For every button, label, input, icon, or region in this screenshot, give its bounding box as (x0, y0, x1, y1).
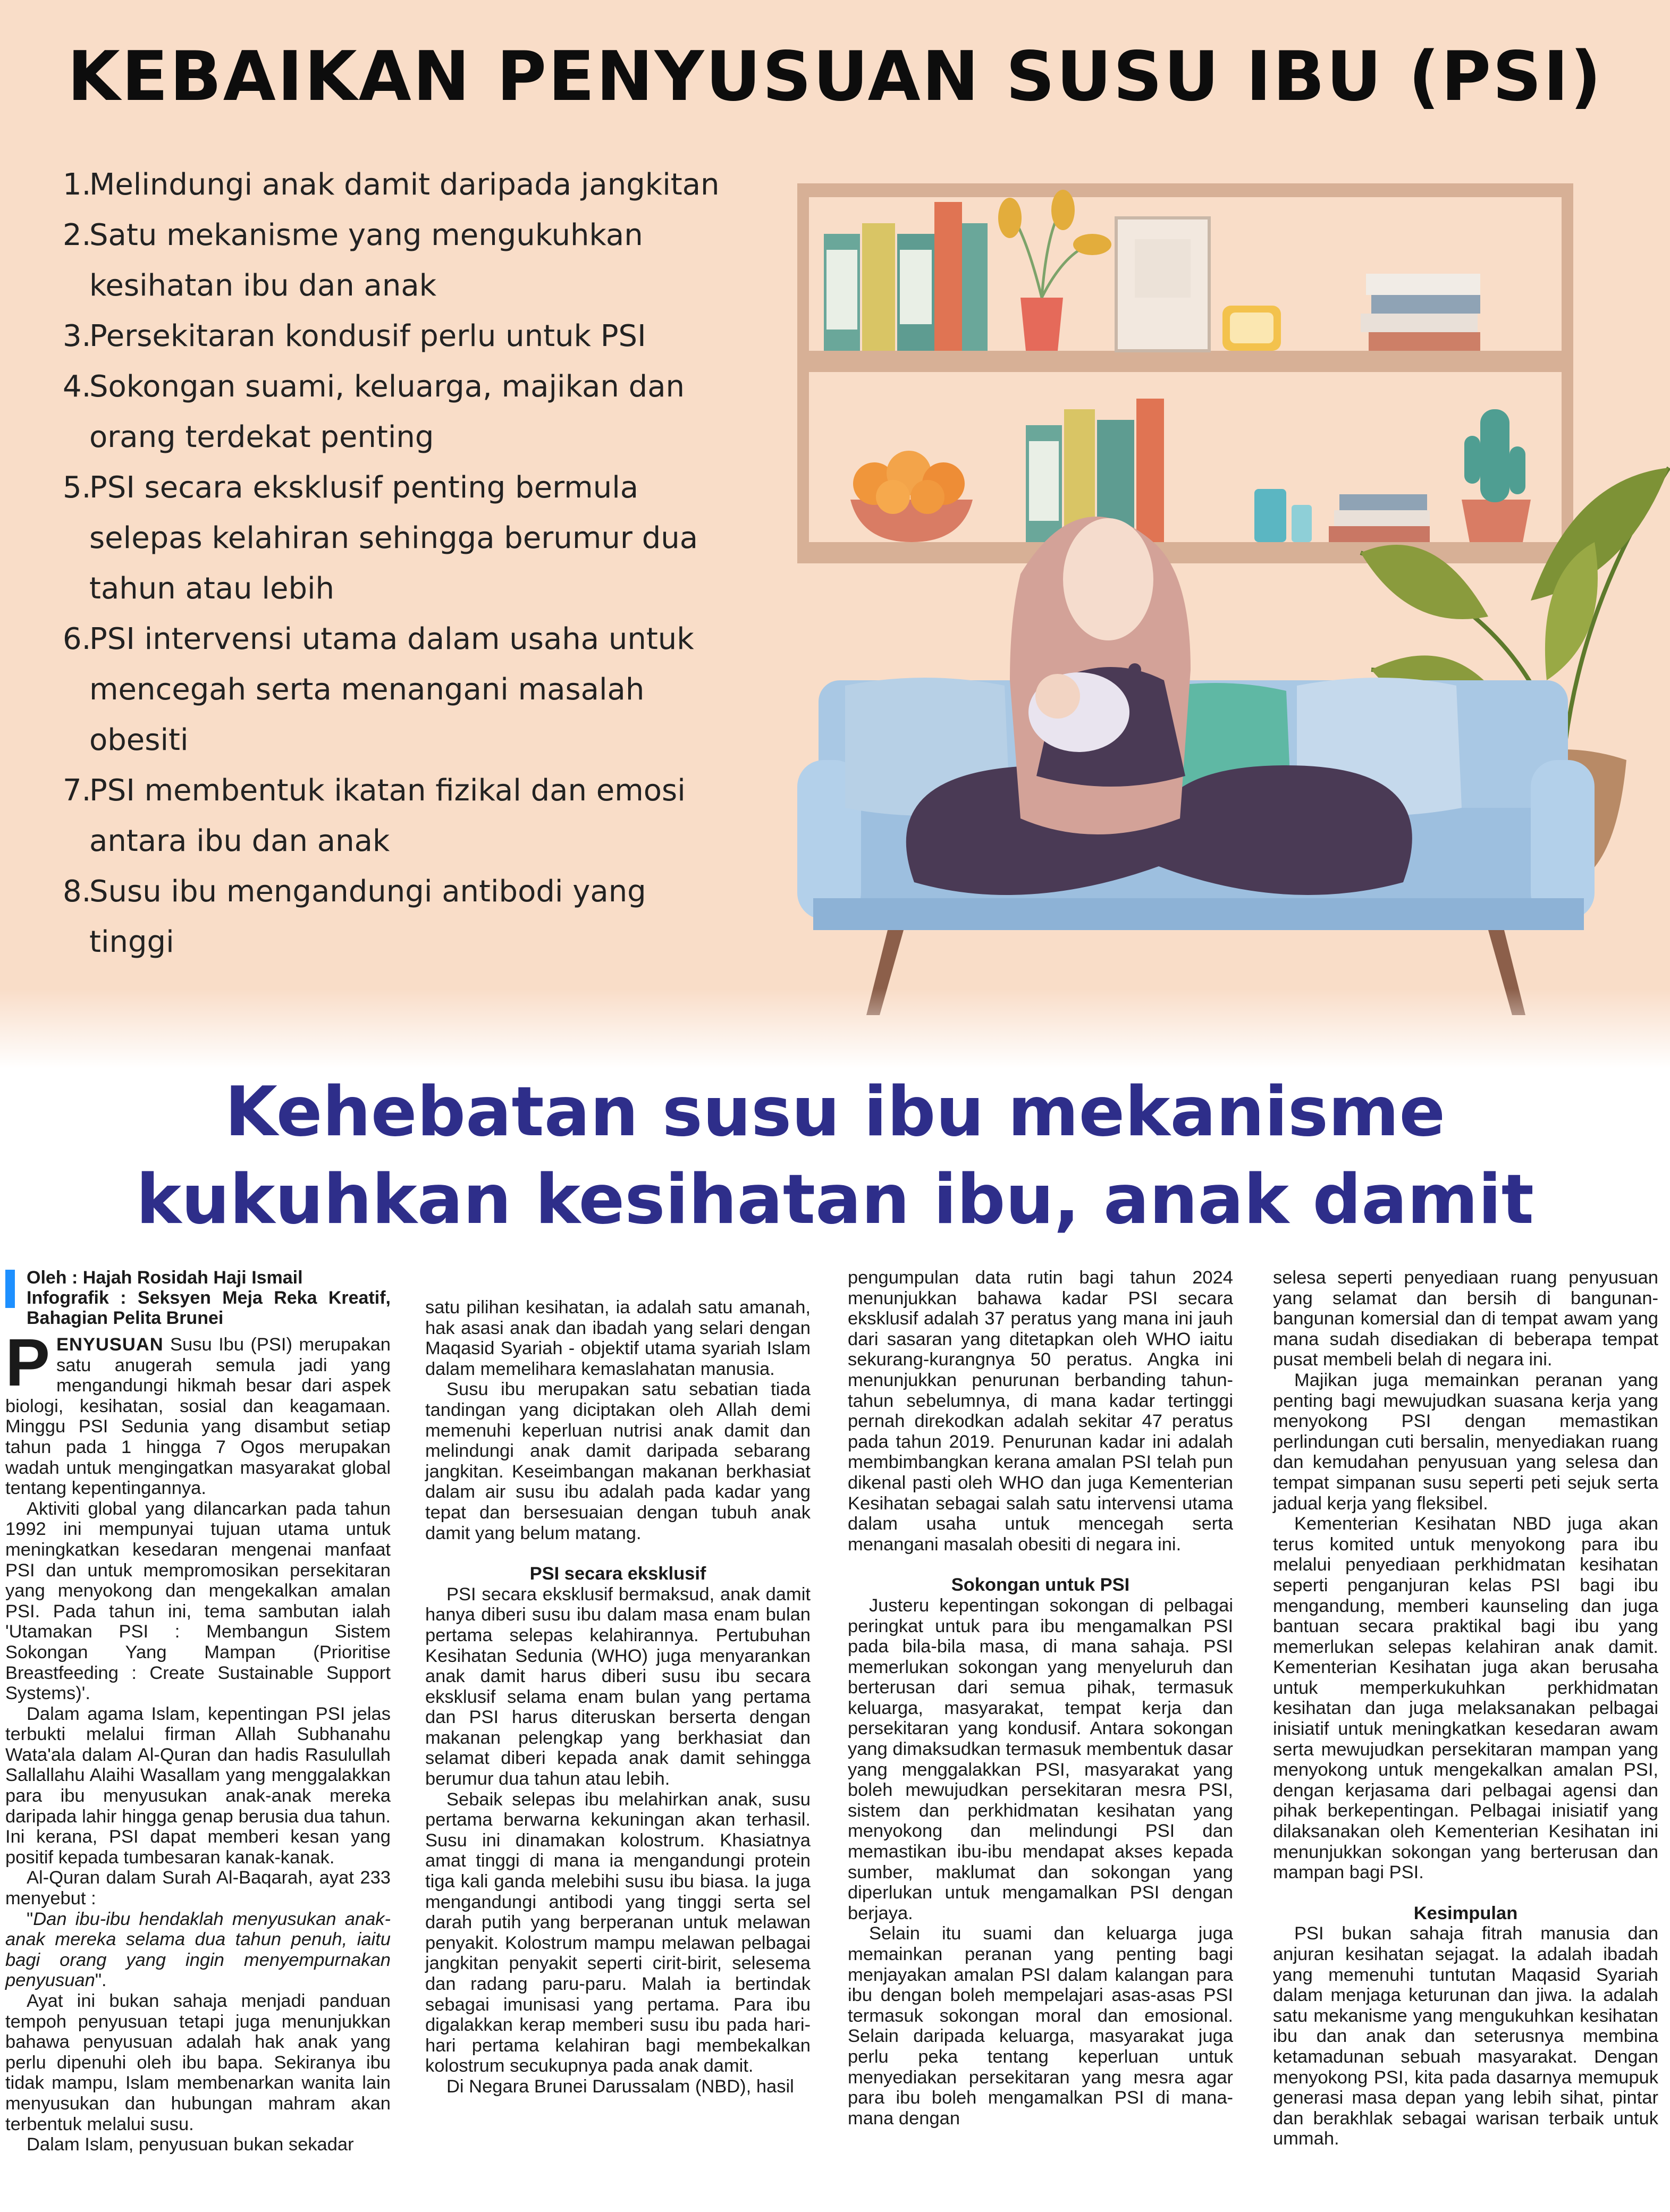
article-body (0, 1268, 1670, 2212)
benefit-number: 8. (63, 874, 91, 909)
headline-backdrop (0, 989, 1670, 1068)
benefit-text-line: PSI intervensi utama dalam usaha untuk (89, 622, 694, 656)
paragraph: Majikan juga memainkan peranan yang penting bagi mewujudkan suasana kerja yang menyokong PSI dengan memastikan perlindungan cuti bersalin, menyediakan ruang dan kemudahan penyusuan yang selesa dan tempat simpanan susu seperti peti sejuk serta jadual kerja yang fleksibel. (1273, 1370, 1658, 1514)
benefit-text-line: selepas kelahiran sehingga berumur dua (89, 521, 698, 555)
article-column-3 (848, 1268, 1233, 2129)
benefit-number: 5. (63, 470, 91, 505)
benefit-number: 6. (63, 622, 91, 656)
paragraph: satu pilihan kesihatan, ia adalah satu amanah, hak asasi anak dan ibadah yang selari dengan Maqasid Syariah - objektif utama syariah Islam dalam memelihara kemaslahatan manusia. (425, 1297, 811, 1379)
benefit-item (63, 614, 754, 765)
paragraph: Susu ibu merupakan satu sebatian tiada tandingan yang diciptakan oleh Allah demi memenuhi keperluan nutrisi anak damit dan melindungi anak damit daripada sebarang jangkitan. Keseimbangan makanan berkhasiat dalam air susu ibu adalah pada kadar yang tepat dan bersesuaian dengan tubuh anak damit yang belum matang. (425, 1379, 811, 1543)
mother-breastfeeding-illustration (691, 159, 1670, 1068)
benefit-text-line: tahun atau lebih (89, 571, 335, 606)
byline-accent-bar (5, 1270, 15, 1308)
bookshelf (797, 183, 1573, 563)
benefit-item (63, 159, 754, 210)
paragraph: Ayat ini bukan sahaja menjadi panduan tempoh penyusuan tetapi juga menunjukkan bahawa penyusuan adalah hak anak yang perlu dipenuhi oleh ibu bapa. Sekiranya ibu tidak mampu, Islam membenarkan wanita lain menyusukan dan hubungan mahram akan terbentuk melalui susu. (5, 1991, 391, 2134)
benefit-text-line: kesihatan ibu dan anak (89, 268, 437, 303)
infographic-title: KEBAIKAN PENYUSUAN SUSU IBU (PSI) (67, 37, 1603, 116)
quote-text: Dan ibu-ibu hendaklah menyusukan anak-anak mereka selama dua tahun penuh, iaitu bagi orang yang ingin menyempurnakan penyusuan (5, 1909, 391, 1991)
benefit-number: 3. (63, 319, 91, 353)
article-column-2 (425, 1297, 811, 2097)
benefit-text-line: Persekitaran kondusif perlu untuk PSI (89, 319, 646, 353)
paragraph: Dalam Islam, penyusuan bukan sekadar (27, 2134, 354, 2155)
benefit-text-line: mencegah serta menangani masalah (89, 672, 645, 707)
benefit-item (63, 765, 754, 866)
benefit-number: 7. (63, 773, 91, 808)
benefit-text-line: PSI secara eksklusif penting bermula (89, 470, 639, 505)
paragraph: Dalam agama Islam, kepentingan PSI jelas terbukti melalui firman Allah Subhanahu Wata'ala dalam Al-Quran dan hadis Rasulullah Sallallahu Alaihi Wasallam yang menggalakkan para ibu menyusukan anak-anak mereka daripada lahir hingga genap berusia dua tahun. Ini kerana, PSI dapat memberi kesan yang positif kepada tumbesaran kanak-kanak. (5, 1703, 391, 1868)
section-heading: Sokongan untuk PSI (951, 1575, 1130, 1595)
lead-paragraph (5, 1325, 391, 1499)
paragraph: selesa seperti penyediaan ruang penyusuan yang selamat dan bersih di bangunan-bangunan komersial dan di tempat awam yang mana sudah disediakan di beberapa tempat pusat membeli belah di negara ini. (1273, 1268, 1658, 1370)
benefit-number: 4. (63, 369, 91, 404)
benefit-text-line: Melindungi anak damit daripada jangkitan (89, 167, 720, 202)
paragraph: Sebaik selepas ibu melahirkan anak, susu pertama berwarna kekuningan akan terhasil. Susu ini dinamakan kolostrum. Khasiatnya amat tinggi di mana ia mengandungi protein tiga kali ganda melebihi susu ibu biasa. Ia juga mengandungi antibodi yang tinggi serta sel darah putih yang berperanan untuk melawan penyakit. Kolostrum mampu melawan pelbagai jangkitan penyakit seperti cirit-birit, selesema dan radang paru-paru. Malah ia bertindak sebagai imunisasi yang pertama. Para ibu digalakkan kerap memberi susu ibu pada hari-hari pertama kelahiran bagi membekalkan kolostrum secukupnya pada anak damit. (425, 1789, 811, 2076)
paragraph: pengumpulan data rutin bagi tahun 2024 menunjukkan bahawa kadar PSI secara eksklusif adalah 37 peratus yang mana ini jauh dari sasaran yang ditetapkan oleh WHO iaitu sekurang-kurangnya 50 peratus. Angka ini menunjukkan penurunan berbanding tahun-tahun sebelumnya, di mana kadar tertinggi pernah direkodkan adalah sekitar 47 peratus pada tahun 2019. Penurunan kadar ini adalah membimbangkan kerana amalan PSI telah pun dikenal pasti oleh WHO dan juga Kementerian Kesihatan sebagai salah satu intervensi utama dalam usaha untuk mencegah serta menangani masalah obesiti di negara ini. (848, 1268, 1233, 1555)
benefit-item (63, 311, 754, 361)
benefit-item (63, 866, 754, 967)
paragraph: Justeru kepentingan sokongan di pelbagai peringkat untuk para ibu mengamalkan PSI pada bila-bila masa, di mana sahaja. PSI memerlukan sokongan yang menyeluruh dan berterusan dari semua pihak, termasuk keluarga, masyarakat, tempat kerja dan persekitaran yang kondusif. Antara sokongan yang dimaksudkan termasuk membentuk dasar yang menggalakkan PSI, masyarakat yang boleh mewujudkan persekitaran mesra PSI, sistem dan perkhidmatan kesihatan yang menyokong dan melindungi PSI dan memastikan ibu-ibu mendapat akses kepada sumber, maklumat dan sokongan yang diperlukan untuk mengamalkan PSI dengan berjaya. (848, 1595, 1233, 1923)
section-heading: Kesimpulan (1413, 1903, 1518, 1923)
article-column-4 (1273, 1268, 1658, 2149)
byline (5, 1268, 391, 1328)
infographic-panel (0, 0, 1670, 1068)
benefit-text-line: Satu mekanisme yang mengukuhkan (89, 218, 643, 252)
benefit-text-line: antara ibu dan anak (89, 824, 390, 858)
paragraph: Kementerian Kesihatan NBD juga akan terus komited untuk menyokong para ibu melalui penyediaan perkhidmatan kesihatan seperti penganjuran kelas PSI bagi ibu mengandung, memberi kaunseling dan juga bantuan secara praktikal bagi ibu yang memerlukan selepas kelahiran anak damit. Kementerian Kesihatan juga akan berusaha untuk memperkukuhkan perkhidmatan kesihatan dan juga melaksanakan pelbagai inisiatif untuk meningkatkan kesedaran awam serta mewujudkan persekitaran mampan yang menyokong untuk mengekalkan amalan PSI, dengan kerjasama dari pelbagai agensi dan pihak berkepentingan. Pelbagai inisiatif yang dilaksanakan oleh Kementerian Kesihatan ini menunjukkan sokongan yang berterusan dan mampan bagi PSI. (1273, 1514, 1658, 1883)
benefit-item (63, 210, 754, 311)
article-column-1 (5, 1268, 391, 2155)
paragraph: Selain itu suami dan keluarga juga memainkan peranan yang penting bagi menjayakan amalan PSI dalam kalangan para ibu dengan boleh mempelajari asas-asas PSI termasuk sokongan moral dan emosional. Selain daripada keluarga, masyarakat juga perlu peka tentang keperluan untuk menyediakan persekitaran yang mesra agar para ibu boleh mengamalkan PSI di mana-mana dengan (848, 1923, 1233, 2129)
headline-line-1: Kehebatan susu ibu mekanisme (224, 1073, 1446, 1152)
paragraph: Di Negara Brunei Darussalam (NBD), hasil (446, 2076, 794, 2097)
quran-quote: "Dan ibu-ibu hendaklah menyusukan anak-anak mereka selama dua tahun penuh, iaitu bagi orang yang ingin menyempurnakan penyusuan". (5, 1909, 391, 1991)
benefit-number: 1. (63, 167, 91, 202)
section-heading: PSI secara eksklusif (529, 1564, 706, 1584)
paragraph: Aktiviti global yang dilancarkan pada tahun 1992 ini mempunyai tujuan utama untuk meningkatkan kesedaran mengenai manfaat PSI dan untuk mempromosikan persekitaran yang menyokong dan mengekalkan amalan PSI. Pada tahun ini, tema sambutan ialah 'Utamakan PSI : Membangun Sistem Sokongan Yang Mampan (Prioritise Breastfeeding : Create Sustainable Support Systems)'. (5, 1498, 391, 1704)
lead-word: ENYUSUAN (56, 1335, 164, 1355)
benefit-text-line: Susu ibu mengandungi antibodi yang (89, 874, 646, 909)
paragraph: Al-Quran dalam Surah Al-Baqarah, ayat 233 menyebut : (5, 1868, 391, 1909)
benefit-text-line: Sokongan suami, keluarga, majikan dan (89, 369, 685, 404)
benefit-item (63, 361, 754, 462)
paragraph: Susu Ibu (PSI) merupakan satu anugerah semula jadi yang mengandungi hikmah besar dari aspek biologi, kesihatan, sosial dan keagamaan. Minggu PSI Sedunia yang disambut setiap tahun pada 1 hingga 7 Ogos merupakan wadah untuk mengingatkan masyarakat global tentang kepentingannya. (5, 1335, 391, 1499)
paragraph: PSI secara eksklusif bermaksud, anak damit hanya diberi susu ibu dalam masa enam bulan pertama selepas kelahirannya. Pertubuhan Kesihatan Sedunia (WHO) juga menyarankan anak damit harus diberi susu ibu secara eksklusif selama enam bulan yang pertama dan PSI harus diteruskan berserta dengan makanan pelengkap yang berkhasiat dan selamat diberi kepada anak damit sehingga berumur dua tahun atau lebih. (425, 1584, 811, 1789)
benefit-text-line: tinggi (89, 925, 174, 959)
benefit-item (63, 462, 754, 614)
benefit-text-line: obesiti (89, 723, 189, 757)
byline-infographic-credit: Infografik : Seksyen Meja Reka Kreatif, Bahagian Pelita Brunei (27, 1288, 391, 1328)
benefit-text-line: orang terdekat penting (89, 420, 434, 454)
paragraph: PSI bukan sahaja fitrah manusia dan anjuran kesihatan sejagat. Ia adalah ibadah yang memenuhi tuntutan Maqasid Syariah dalam menjaga keturunan dan jiwa. Ia adalah satu mekanisme yang mengukuhkan kesihatan ibu dan anak dan seterusnya membina ketamadunan sebuah masyarakat. Dengan menyokong PSI, kita pada dasarnya memupuk generasi masa depan yang lebih sihat, pintar dan berakhlak sebagai warisan terbaik untuk ummah. (1273, 1923, 1658, 2149)
byline-author: Oleh : Hajah Rosidah Haji Ismail (27, 1268, 303, 1288)
benefit-text-line: PSI membentuk ikatan fizikal dan emosi (89, 773, 686, 808)
benefits-list (63, 159, 754, 967)
article-headline (0, 1068, 1670, 1244)
benefit-number: 2. (63, 218, 91, 252)
headline-line-2: kukuhkan kesihatan ibu, anak damit (136, 1160, 1534, 1239)
drop-cap: P (5, 1325, 50, 1400)
